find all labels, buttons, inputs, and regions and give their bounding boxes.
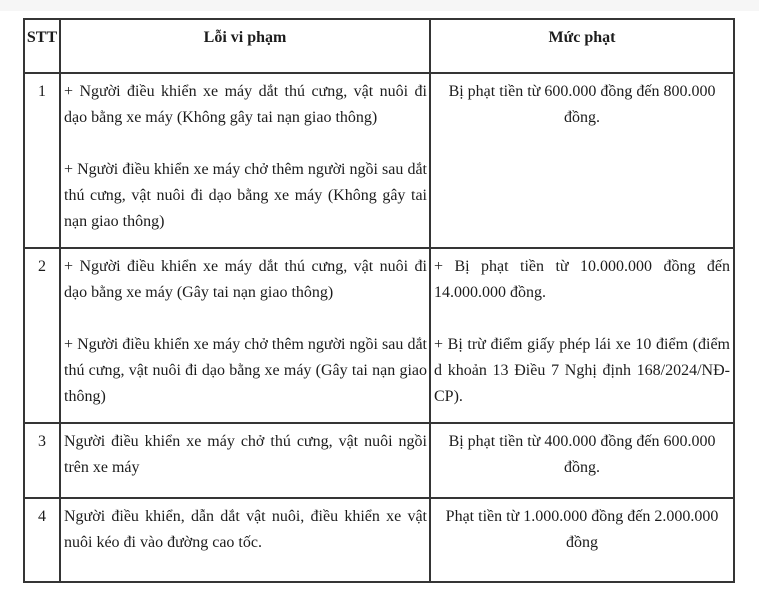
violation-cell	[60, 248, 430, 423]
stt-cell: 1	[24, 73, 60, 248]
header-penalty: Mức phạt	[430, 19, 734, 73]
table-header-row	[24, 19, 734, 73]
table-row	[24, 248, 734, 423]
table-row	[24, 498, 734, 582]
stt-cell: 2	[24, 248, 60, 423]
violation-cell	[60, 423, 430, 498]
penalty-paragraph	[434, 306, 730, 332]
penalty-paragraph: Bị phạt tiền từ 600.000 đồng đến 800.000 đồng.	[448, 83, 716, 126]
penalty-paragraph: Bị phạt tiền từ 400.000 đồng đến 600.000 đồng.	[448, 433, 716, 476]
table-row	[24, 423, 734, 498]
violation-paragraph: + Người điều khiển xe máy dắt thú cưng, vật nuôi đi dạo bằng xe máy (Không gây tai nạn giao thông)	[64, 83, 427, 126]
penalty-cell	[430, 423, 734, 498]
violation-paragraph	[64, 306, 427, 332]
table-row	[24, 73, 734, 248]
violation-paragraph: Người điều khiển, dẫn dắt vật nuôi, điều khiển xe vật nuôi kéo đi vào đường cao tốc.	[64, 508, 427, 551]
violation-paragraph: + Người điều khiển xe máy chở thêm người ngồi sau dắt thú cưng, vật nuôi đi dạo bằng xe máy (Không gây tai nạn giao thông)	[64, 161, 427, 230]
violation-paragraph: + Người điều khiển xe máy chở thêm người ngồi sau dắt thú cưng, vật nuôi đi dạo bằng xe máy (Gây tai nạn giao thông)	[64, 336, 427, 405]
violation-paragraph	[64, 131, 427, 157]
fines-table	[23, 18, 735, 583]
fines-table-body	[24, 73, 734, 582]
penalty-paragraph: + Bị phạt tiền từ 10.000.000 đồng đến 14.000.000 đồng.	[434, 258, 730, 301]
stt-cell: 3	[24, 423, 60, 498]
violation-cell	[60, 73, 430, 248]
violation-cell	[60, 498, 430, 582]
page-top-margin	[0, 0, 759, 11]
penalty-paragraph: Phạt tiền từ 1.000.000 đồng đến 2.000.000 đồng	[445, 508, 719, 551]
penalty-cell	[430, 73, 734, 248]
penalty-paragraph: + Bị trừ điểm giấy phép lái xe 10 điểm (điểm d khoản 13 Điều 7 Nghị định 168/2024/NĐ-CP).	[434, 336, 730, 405]
stt-cell: 4	[24, 498, 60, 582]
header-stt: STT	[24, 19, 60, 73]
penalty-cell	[430, 248, 734, 423]
violation-paragraph: Người điều khiển xe máy chở thú cưng, vật nuôi ngồi trên xe máy	[64, 433, 427, 476]
penalty-cell	[430, 498, 734, 582]
header-violation: Lỗi vi phạm	[60, 19, 430, 73]
violation-paragraph: + Người điều khiển xe máy dắt thú cưng, vật nuôi đi dạo bằng xe máy (Gây tai nạn giao thông)	[64, 258, 427, 301]
